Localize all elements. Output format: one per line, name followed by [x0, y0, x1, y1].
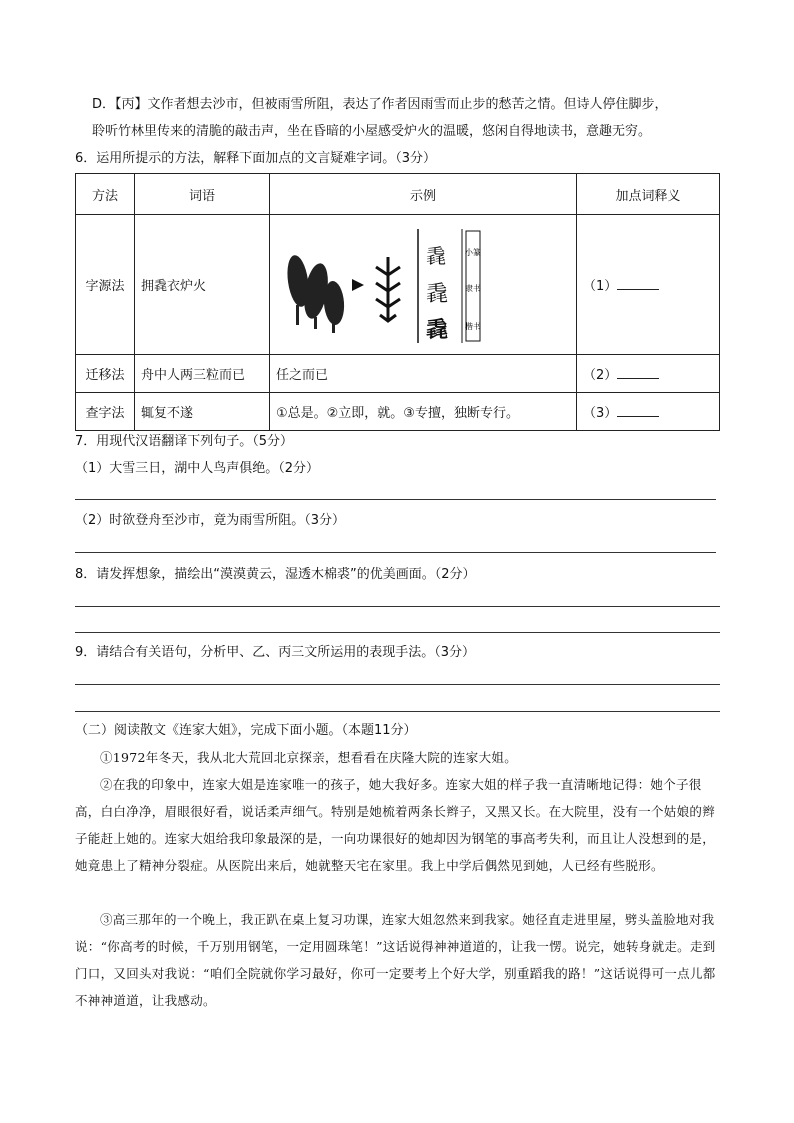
row1-method: 字源法 — [76, 215, 135, 355]
row3-answer-label: （3） — [583, 406, 618, 421]
q6-table — [75, 173, 720, 431]
row1-answer-label: （1） — [583, 279, 618, 294]
character-evolution-illustration — [276, 221, 506, 349]
script-glyphs-icon — [426, 244, 448, 343]
label-seal: 小篆 — [465, 247, 481, 257]
row3-method: 查字法 — [76, 393, 135, 431]
row1-answer — [577, 215, 720, 355]
header-answer: 加点词释义 — [577, 174, 720, 215]
option-d-line2: 聆听竹林里传来的清脆的敲击声，坐在昏暗的小屋感受炉火的温暖，悠闲自得地读书，意趣无穷。 — [92, 124, 652, 139]
row3-phrase: 辄复不遂 — [135, 393, 270, 431]
answer-blank[interactable] — [617, 404, 659, 417]
table-row — [76, 355, 720, 393]
svg-text:毳: 毳 — [426, 316, 449, 343]
option-d-line1: D．【丙】文作者想去沙市，但被雨雪所阻，表达了作者因雨雪而止步的愁苦之情。但诗人停住脚步， — [92, 97, 668, 112]
label-clerical: 隶书 — [465, 283, 481, 293]
row2-example: 任之而已 — [270, 355, 577, 393]
row2-method: 迁移法 — [76, 355, 135, 393]
row2-answer — [577, 355, 720, 393]
header-phrase: 词语 — [135, 174, 270, 215]
answer-line[interactable] — [75, 632, 720, 633]
row3-example: ①总是。②立即，就。③专擅，独断专行。 — [270, 393, 577, 431]
row1-example — [270, 215, 577, 355]
q7-sub1: （1）大雪三日，湖中人鸟声俱绝。（2分） — [75, 461, 320, 476]
q9-title: 9．请结合有关语句，分析甲、乙、丙三文所运用的表现手法。（3分） — [75, 645, 476, 660]
answer-blank[interactable] — [617, 277, 659, 290]
ancient-glyph-icon — [376, 257, 400, 321]
table-row — [76, 215, 720, 355]
header-method: 方法 — [76, 174, 135, 215]
q8-title: 8．请发挥想象，描绘出“漠漠黄云，湿透木棉裘”的优美画面。（2分） — [75, 567, 476, 582]
table-row — [76, 393, 720, 431]
fur-pictograph-icon — [284, 253, 345, 332]
answer-line[interactable] — [75, 711, 720, 712]
answer-blank[interactable] — [617, 366, 659, 379]
paragraph-1: ①1972年冬天，我从北大荒回北京探亲，想看看在庆隆大院的连家大姐。 — [100, 750, 518, 765]
answer-line[interactable] — [75, 499, 716, 500]
paragraph-2: ②在我的印象中，连家大姐是连家唯一的孩子，她大我好多。连家大姐的样子我一直清晰地记得：她个子很高，白白净净，眉眼很好看，说话柔声细气。特别是她梳着两条长辫子，又黑又长。在大院里，没有一个姑娘的辫子能赶上她的。连家大姐给我印象最深的是，一向功课很好的她却因为钢笔的事高考失利，而且让人没想到的是，她竟患上了精神分裂症。从医院出来后，她就整天宅在家里。我上中学后偶然见到她，人已经有些脱形。 — [75, 777, 716, 873]
svg-text:毳: 毳 — [426, 243, 446, 268]
answer-line[interactable] — [75, 684, 720, 685]
q7-sub2: （2）时欲登舟至沙市，竟为雨雪所阻。（3分） — [75, 513, 346, 528]
q6-title: 6．运用所提示的方法，解释下面加点的文言疑难字词。（3分） — [75, 151, 437, 166]
q7-title: 7．用现代汉语翻译下列句子。（5分） — [75, 434, 294, 449]
svg-text:毳: 毳 — [426, 281, 449, 307]
row2-phrase: 舟中人两三粒而已 — [135, 355, 270, 393]
label-regular: 楷书 — [465, 321, 481, 331]
row2-answer-label: （2） — [583, 368, 618, 383]
section2-title: （二）阅读散文《连家大姐》，完成下面小题。（本题11分） — [75, 723, 417, 738]
row1-phrase: 拥毳衣炉火 — [135, 215, 270, 355]
header-example: 示例 — [270, 174, 577, 215]
arrow-icon — [352, 279, 364, 291]
table-header-row — [76, 174, 720, 215]
answer-line[interactable] — [75, 606, 720, 607]
answer-line[interactable] — [75, 552, 716, 553]
row3-answer — [577, 393, 720, 431]
paragraph-3: ③高三那年的一个晚上，我正趴在桌上复习功课，连家大姐忽然来到我家。她径直走进里屋，劈头盖脸地对我说：“你高考的时候，千万别用钢笔，一定用圆珠笔！”这话说得神神道道的，让我一愣。说完，她转身就走。走到门口，又回头对我说：“咱们全院就你学习最好，你可一定要考上个好大学，别重蹈我的路！”这话说得可一点儿都不神神道道，让我感动。 — [75, 912, 716, 1008]
